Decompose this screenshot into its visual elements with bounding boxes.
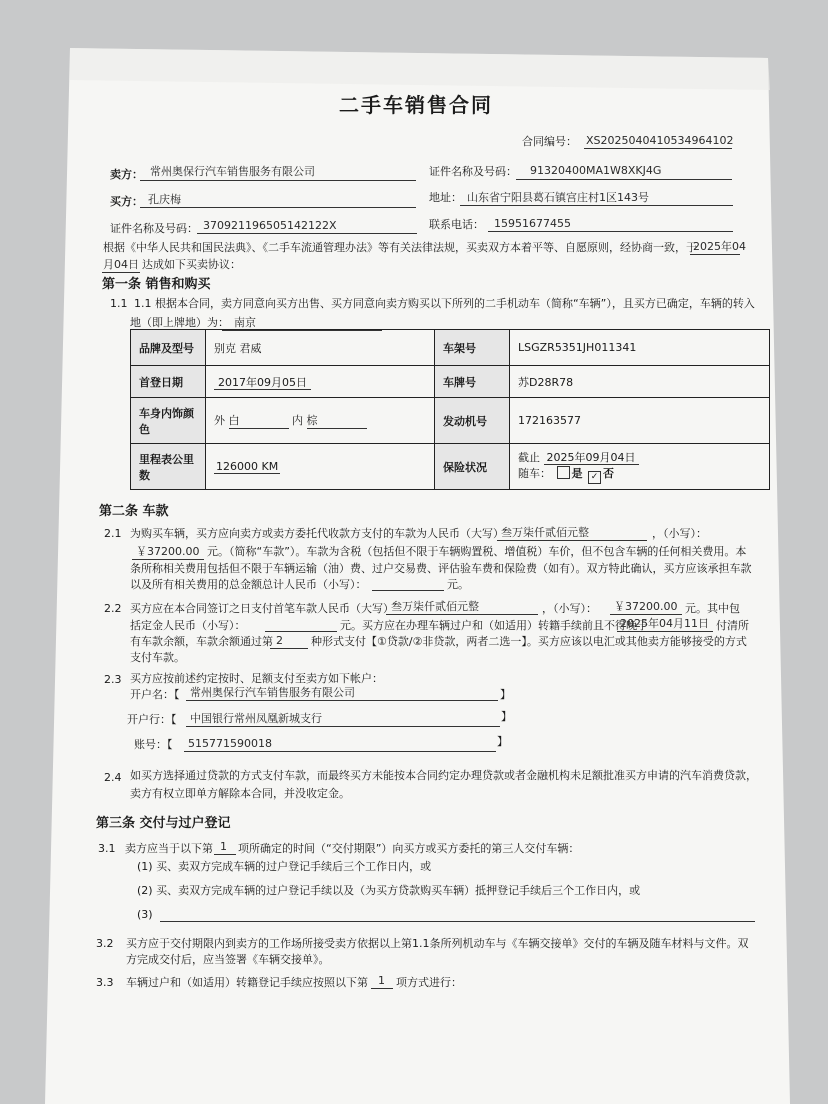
seller-id: 91320400MA1W8XKJ4G	[530, 164, 662, 177]
clause-2-1-l4: 以及所有相关费用的总金额总计人民币（小写）：	[130, 578, 367, 591]
account-no-bracket: 】	[497, 735, 508, 748]
vin-label: 车架号	[435, 330, 510, 366]
clause-2-2-l1a: 买方应在本合同签订之日支付首笔车款人民币（大写）	[130, 602, 394, 615]
plate-value: 苏D28R78	[510, 366, 770, 398]
clause-2-4-number: 2.4	[104, 771, 122, 784]
account-bank: 中国银行常州凤凰新城支行	[190, 712, 322, 725]
clause-2-3-l1: 买方应按前述约定按时、足额支付至卖方如下帐户：	[130, 672, 383, 685]
exterior-color: 白	[229, 412, 289, 429]
clause-2-1-l1b: ，（小写）：	[652, 527, 707, 540]
clause-3-1-l1a: 卖方应当于以下第	[125, 842, 213, 855]
buyer-phone: 15951677455	[494, 217, 571, 230]
address-label: 地址：	[429, 191, 462, 204]
article-2-title: 第二条 车款	[99, 504, 169, 519]
intro-text-2: 达成如下买卖协议：	[142, 258, 241, 271]
brand-value: 别克 君威	[206, 330, 435, 366]
vin-value: LSGZR5351JH011341	[510, 330, 770, 366]
clause-3-1-l1b: 项所确定的时间（“交付期限”）向买方或买方委托的第三人交付车辆：	[238, 842, 580, 855]
buyer-id-label: 证件名称及号码：	[110, 222, 198, 235]
clause-3-1-number: 3.1	[98, 842, 116, 855]
mileage-value: 126000	[216, 459, 258, 473]
intro-date-a: 2025年04	[693, 240, 746, 253]
color-label: 车身内饰颜 色	[131, 398, 206, 444]
document-title: 二手车销售合同	[339, 93, 493, 117]
clause-2-2-l1c: 元。其中包	[685, 602, 740, 615]
clause-2-2-l2a: 括定金人民币（小写）：	[130, 619, 246, 632]
clause-2-4-l2: 卖方有权立即单方解除本合同，并没收定金。	[130, 787, 350, 800]
phone-label: 联系电话：	[429, 218, 484, 231]
clause-2-1-l2: 元。（简称“车款”）。车款为含税（包括但不限于车辆购置税、增值税）车价，但不包含车辆的任何相关费用。本	[207, 545, 747, 558]
insurance-until-label: 截止	[518, 451, 540, 464]
clause-3-1-option-1: (1) 买、卖双方完成车辆的过户登记手续后三个工作日内，或	[137, 860, 432, 873]
no-checkbox-checked[interactable]: ✓	[588, 471, 601, 484]
intro-text-1: 根据《中华人民共和国民法典》、《二手车流通管理办法》等有关法律法规，买卖双方本着平等、自愿原则，经协商一致，于	[103, 241, 697, 254]
buyer-id: 370921196505142122X	[203, 219, 337, 232]
clause-2-2-date: 2025年04月11日	[620, 617, 709, 630]
article-3-title: 第三条 交付与过户登记	[96, 816, 231, 831]
clause-2-1-l4b: 元。	[447, 578, 469, 591]
account-name: 常州奥保行汽车销售服务有限公司	[190, 686, 355, 699]
account-no: 515771590018	[188, 737, 272, 750]
account-no-label: 账号：【	[134, 738, 173, 751]
clause-1-1-number: 1.1	[110, 297, 128, 310]
transfer-place: 南京	[234, 316, 256, 329]
exterior-prefix: 外	[214, 414, 225, 427]
clause-2-1-l1a: 为购买车辆，买方应向卖方或卖方委托代收款方支付的车款为人民币（大写）	[130, 527, 504, 540]
clause-2-2-way: 2	[276, 634, 283, 647]
color-cell	[206, 398, 435, 444]
clause-2-2-l1b: ，（小写）：	[542, 602, 597, 615]
clause-2-2-l3a: 有车款余额，车款余额通过第	[130, 635, 273, 648]
clause-3-2-number: 3.2	[96, 937, 114, 950]
regdate-label: 首登日期	[131, 366, 206, 398]
account-bank-bracket: 】	[501, 710, 512, 723]
clause-2-2-amount: ￥37200.00	[614, 600, 678, 613]
clause-3-2-l2: 方完成交付后，应当签署《车辆交接单》。	[126, 953, 330, 966]
yes-checkbox[interactable]	[557, 466, 570, 479]
seller-label: 卖方：	[110, 168, 143, 181]
clause-2-1-amount-cn: 叁万柒仟贰佰元整	[501, 526, 589, 539]
clause-2-2-amount-cn: 叁万柒仟贰佰元整	[391, 600, 479, 613]
account-name-bracket: 】	[500, 688, 511, 701]
seller-name: 常州奥保行汽车销售服务有限公司	[150, 165, 315, 178]
clause-2-4-l1: 如买方选择通过贷款的方式支付车款，而最终买方未能按本合同约定办理贷款或者金融机构未足额批准买方申请的汽车消费贷款，	[130, 769, 757, 782]
mileage-cell	[206, 444, 435, 490]
account-bank-label: 开户行：【	[127, 713, 177, 726]
clause-3-1-option-2: (2) 买、卖双方完成车辆的过户登记手续以及（为买方贷款购买车辆）抵押登记手续后三个工作日内，或	[137, 884, 641, 897]
clause-1-1-text-1: 1.1 根据本合同，卖方同意向买方出售、买方同意向卖方购买以下所列的二手机动车（简称“车辆”），且买方已确定，车辆的转入	[134, 297, 755, 310]
clause-3-3-item: 1	[378, 974, 385, 987]
clause-3-1-option-3: (3)	[137, 908, 153, 921]
clause-2-2-l3b: 种形式支付【①贷款/②非贷款，两者二选一】。买方应该以电汇或其他卖方能够接受的方式	[311, 635, 747, 648]
intro-date-b: 月04日	[103, 258, 139, 271]
buyer-label: 买方：	[110, 195, 143, 208]
brand-label: 品牌及型号	[131, 330, 206, 366]
clause-2-2-l2b: 元。买方应在办理车辆过户和（如适用）转籍手续前且不得晚于	[340, 619, 648, 632]
clause-3-3-l1a: 车辆过户和（如适用）转籍登记手续应按照以下第	[126, 976, 368, 989]
clause-2-1-l3: 条所称相关费用包括但不限于车辆运输（油）费、过户交易费、评估验车费和保险费（如有）。双方特此确认，买方应该承担车款	[130, 562, 752, 575]
mileage-unit: KM	[261, 459, 279, 473]
regdate-value: 2017年09月05日	[214, 376, 311, 390]
clause-2-1-amount: ￥37200.00	[136, 545, 200, 558]
yes-label: 是	[571, 467, 583, 480]
clause-3-3-l1b: 项方式进行：	[396, 976, 462, 989]
clause-2-3-number: 2.3	[104, 673, 122, 686]
contract-no-label: 合同编号：	[522, 135, 577, 148]
plate-label: 车牌号	[435, 366, 510, 398]
clause-2-2-number: 2.2	[104, 602, 122, 615]
engine-label: 发动机号	[435, 398, 510, 444]
regdate-cell	[206, 366, 435, 398]
with-car-label: 随车：	[518, 467, 551, 480]
buyer-name: 孔庆梅	[148, 193, 181, 206]
no-label: 否	[603, 467, 614, 480]
article-1-title: 第一条 销售和购买	[102, 277, 211, 292]
insurance-cell	[510, 444, 770, 490]
interior-color: 棕	[307, 412, 367, 429]
vehicle-info-table	[130, 329, 770, 490]
insurance-until: 2025年09月04日	[544, 451, 639, 465]
interior-prefix: 内	[292, 414, 303, 427]
clause-2-1-number: 2.1	[104, 527, 122, 540]
account-name-label: 开户名：【	[130, 688, 180, 701]
clause-2-2-l4: 支付车款。	[130, 651, 185, 664]
seller-id-label: 证件名称及号码：	[429, 165, 517, 178]
contract-no: XS2025040410534964102	[586, 134, 734, 147]
clause-3-1-item: 1	[220, 840, 227, 853]
clause-1-1-text-2: 地（即上牌地）为：	[130, 316, 229, 329]
clause-2-2-l2c: 付清所	[716, 619, 749, 632]
clause-3-3-number: 3.3	[96, 976, 114, 989]
clause-3-2-l1: 买方应于交付期限内到卖方的工作场所接受卖方依据以上第1.1条所列机动车与《车辆交接单》交付的车辆及随车材料与文件。双	[126, 937, 749, 950]
insurance-label: 保险状况	[435, 444, 510, 490]
buyer-address: 山东省宁阳县葛石镇宫庄村1区143号	[467, 191, 649, 204]
mileage-label: 里程表公里 数	[131, 444, 206, 490]
engine-value: 172163577	[510, 398, 770, 444]
